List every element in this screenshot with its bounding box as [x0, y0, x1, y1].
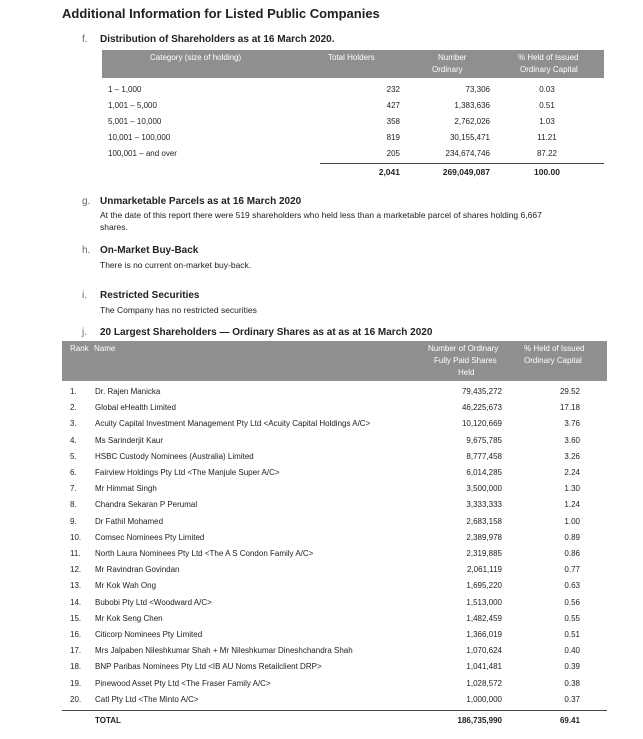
row-name: Pinewood Asset Pty Ltd <The Fraser Family A/C>: [95, 678, 271, 688]
header-pct-held: % Held of Issued: [518, 53, 579, 62]
row-name: Catl Pty Ltd <The Minto A/C>: [95, 694, 199, 704]
row-shares: 8,777,458: [466, 451, 502, 461]
row-rank: 11.: [70, 549, 81, 558]
row-pct: 3.26: [564, 451, 580, 461]
restricted-text: The Company has no restricted securities: [100, 305, 257, 315]
row-rank: 4.: [70, 435, 77, 445]
row-pct: 0.89: [564, 532, 580, 542]
shareholder-row: [62, 627, 607, 643]
header-top-pct-2: Ordinary Capital: [524, 356, 582, 365]
row-category: 1 – 1,000: [108, 85, 142, 94]
row-rank: 5.: [70, 451, 77, 461]
row-pct: 0.56: [564, 597, 580, 607]
row-name: Mrs Jalpaben Nileshkumar Shah + Mr Nileshkumar Dineshchandra Shah: [95, 646, 353, 656]
row-pct: 0.39: [564, 662, 580, 672]
row-shares: 3,500,000: [466, 484, 502, 494]
row-pct: 3.60: [564, 435, 580, 445]
row-rank: 16.: [70, 630, 82, 639]
shareholder-row: [62, 659, 607, 675]
row-name: Dr. Rajen Manicka: [95, 387, 161, 396]
restricted-heading-text: Restricted Securities: [100, 290, 200, 301]
top20-table-header: [62, 341, 607, 381]
distribution-row: [102, 131, 604, 146]
row-pct: 1.24: [564, 500, 580, 510]
row-rank: 20.: [70, 694, 82, 704]
row-name: Mr Ravindran Govindan: [95, 565, 180, 575]
row-name: Mr Himmat Singh: [95, 484, 157, 494]
row-name: Dr Fathil Mohamed: [95, 516, 164, 526]
row-holders: 358: [386, 117, 400, 126]
unmarketable-text-line2: shares.: [100, 222, 128, 232]
header-rank: Rank: [70, 344, 89, 353]
row-holders: 232: [386, 85, 400, 94]
shareholder-row: [62, 384, 607, 400]
shareholder-row: [62, 400, 607, 416]
row-category: 1,001 – 5,000: [108, 101, 157, 110]
row-pct: 0.03: [539, 85, 555, 94]
row-shares: 79,435,272: [461, 387, 502, 396]
distribution-row: [102, 99, 604, 114]
row-shares: 46,225,673: [461, 403, 502, 413]
buyback-heading: [82, 245, 198, 256]
row-name: Comsec Nominees Pty Limited: [95, 532, 205, 542]
top20-heading-text: 20 Largest Shareholders — Ordinary Shares as at as at 16 March 2020: [100, 327, 433, 338]
row-rank: 18.: [70, 662, 82, 672]
row-pct: 1.00: [564, 516, 580, 526]
row-rank: 2.: [70, 403, 77, 413]
top20-total-label: TOTAL: [95, 716, 121, 725]
row-name: Bubobi Pty Ltd <Woodward A/C>: [95, 597, 212, 607]
row-rank: 8.: [70, 500, 77, 510]
row-pct: 0.37: [564, 694, 580, 704]
row-name: Global eHealth Limited: [95, 403, 176, 413]
shareholder-row: [62, 449, 607, 465]
row-number: 73,306: [465, 85, 490, 94]
restricted-marker: i.: [82, 290, 87, 301]
row-rank: 1.: [70, 387, 77, 396]
row-number: 234,674,746: [445, 149, 490, 158]
row-name: Fairview Holdings Pty Ltd <The Manjule Super A/C>: [95, 468, 280, 477]
shareholder-row: [62, 433, 607, 449]
row-pct: 29.52: [559, 387, 580, 396]
shareholder-row: [62, 692, 607, 708]
row-rank: 13.: [70, 581, 82, 591]
shareholder-row: [62, 481, 607, 497]
buyback-text: There is no current on-market buy-back.: [100, 260, 252, 270]
shareholder-row: [62, 643, 607, 659]
top20-total-row: [62, 713, 607, 729]
row-pct: 1.03: [539, 117, 555, 126]
row-pct: 0.51: [564, 630, 580, 639]
total-number: 269,049,087: [442, 167, 490, 177]
shareholder-row: [62, 465, 607, 481]
row-pct: 3.76: [564, 419, 580, 429]
top20-heading: [82, 327, 432, 338]
distribution-marker: f.: [82, 34, 88, 45]
shareholder-row: [62, 595, 607, 611]
row-pct: 0.63: [564, 581, 580, 591]
shareholder-row: [62, 416, 607, 432]
row-pct: 1.30: [564, 484, 580, 494]
shareholder-row: [62, 497, 607, 513]
buyback-heading-text: On-Market Buy-Back: [100, 245, 199, 256]
header-shares-3: Held: [458, 368, 475, 377]
row-number: 1,383,636: [454, 101, 490, 110]
distribution-row: [102, 115, 604, 130]
row-category: 100,001 – and over: [108, 149, 177, 158]
unmarketable-marker: g.: [82, 196, 91, 207]
header-ordinary: Ordinary: [432, 65, 463, 74]
row-number: 2,762,026: [454, 117, 490, 126]
shareholder-row: [62, 546, 607, 562]
distribution-heading: [82, 34, 335, 45]
total-pct: 100.00: [534, 167, 560, 177]
row-name: North Laura Nominees Pty Ltd <The A S Condon Family A/C>: [95, 549, 314, 558]
row-pct: 0.86: [564, 549, 580, 558]
row-pct: 11.21: [537, 133, 557, 142]
row-pct: 0.55: [564, 613, 580, 623]
row-name: Ms Sarinderjit Kaur: [95, 435, 164, 445]
total-holders: 2,041: [378, 167, 400, 177]
header-total-holders: Total Holders: [328, 53, 375, 62]
shareholder-row: [62, 611, 607, 627]
header-name: Name: [94, 344, 116, 353]
row-shares: 3,333,333: [466, 500, 502, 510]
row-pct: 0.38: [564, 678, 580, 688]
distribution-table-header: [102, 50, 604, 78]
unmarketable-text-line1: At the date of this report there were 519 shareholders who held less than a marketable parcel of shares holding 6,667: [100, 210, 542, 220]
row-pct: 2.24: [564, 468, 580, 477]
row-name: Chandra Sekaran P Perumal: [95, 500, 198, 510]
buyback-marker: h.: [82, 245, 91, 256]
row-pct: 17.18: [559, 403, 580, 413]
distribution-row: [102, 147, 604, 162]
row-shares: 1,695,220: [466, 581, 502, 591]
row-pct: 0.77: [564, 565, 580, 575]
row-shares: 2,683,158: [466, 516, 502, 526]
row-shares: 10,120,669: [461, 419, 502, 429]
row-name: BNP Paribas Nominees Pty Ltd <IB AU Noms Retailclient DRP>: [95, 662, 322, 672]
shareholder-row: [62, 562, 607, 578]
shareholder-row: [62, 514, 607, 530]
row-rank: 19.: [70, 678, 82, 688]
row-rank: 10.: [70, 532, 82, 542]
row-shares: 2,061,119: [467, 565, 502, 575]
header-ordinary-capital: Ordinary Capital: [520, 65, 578, 74]
shareholder-row: [62, 676, 607, 692]
row-category: 10,001 – 100,000: [108, 133, 171, 142]
unmarketable-text: [100, 209, 610, 233]
row-name: Acuity Capital Investment Management Pty Ltd <Acuity Capital Holdings A/C>: [95, 419, 371, 429]
top20-total-rule: [62, 710, 607, 711]
row-rank: 12.: [70, 565, 82, 575]
row-pct: 87.22: [536, 149, 558, 158]
row-shares: 1,070,624: [466, 646, 502, 656]
distribution-row: [102, 83, 604, 98]
row-rank: 9.: [70, 516, 77, 526]
row-holders: 205: [386, 149, 400, 158]
row-shares: 1,000,000: [466, 694, 502, 704]
unmarketable-heading: [82, 196, 301, 207]
page-title: Additional Information for Listed Public Companies: [62, 6, 380, 21]
row-shares: 1,366,019: [466, 630, 502, 639]
row-name: HSBC Custody Nominees (Australia) Limited: [95, 451, 254, 461]
row-pct: 0.40: [564, 646, 580, 656]
row-name: Citicorp Nominees Pty Limited: [95, 630, 203, 639]
shareholder-row: [62, 530, 607, 546]
header-category: Category (size of holding): [150, 53, 242, 62]
row-shares: 1,513,000: [466, 597, 502, 607]
header-top-pct-1: % Held of Issued: [524, 344, 585, 353]
row-holders: 819: [386, 133, 400, 142]
top20-marker: j.: [82, 327, 87, 338]
row-number: 30,155,471: [449, 133, 490, 142]
row-rank: 7.: [70, 484, 77, 494]
distribution-total-rule: [320, 163, 604, 164]
row-rank: 6.: [70, 468, 77, 477]
row-shares: 1,482,459: [466, 613, 502, 623]
row-rank: 3.: [70, 419, 77, 429]
row-rank: 14.: [70, 597, 82, 607]
shareholder-row: [62, 578, 607, 594]
top20-total-shares: 186,735,990: [457, 716, 502, 725]
row-shares: 1,028,572: [466, 678, 502, 688]
row-shares: 6,014,285: [466, 468, 502, 477]
restricted-heading: [82, 290, 200, 301]
header-number: Number: [438, 53, 467, 62]
row-holders: 427: [386, 101, 400, 110]
distribution-total-row: [102, 165, 604, 179]
header-shares-1: Number of Ordinary: [428, 344, 499, 353]
distribution-heading-text: Distribution of Shareholders as at 16 March 2020.: [100, 34, 335, 45]
row-rank: 15.: [70, 613, 82, 623]
top20-total-pct: 69.41: [559, 716, 580, 725]
row-name: Mr Kok Seng Chen: [95, 613, 163, 623]
row-pct: 0.51: [539, 101, 555, 110]
row-shares: 9,675,785: [466, 435, 502, 445]
row-name: Mr Kok Wah Ong: [95, 581, 157, 591]
header-shares-2: Fully Paid Shares: [434, 356, 497, 365]
row-shares: 2,319,885: [466, 549, 502, 558]
row-shares: 2,389,978: [466, 532, 502, 542]
unmarketable-heading-text: Unmarketable Parcels as at 16 March 2020: [100, 196, 302, 207]
row-category: 5,001 – 10,000: [108, 117, 162, 126]
row-shares: 1,041,481: [466, 662, 502, 672]
row-rank: 17.: [70, 646, 82, 656]
